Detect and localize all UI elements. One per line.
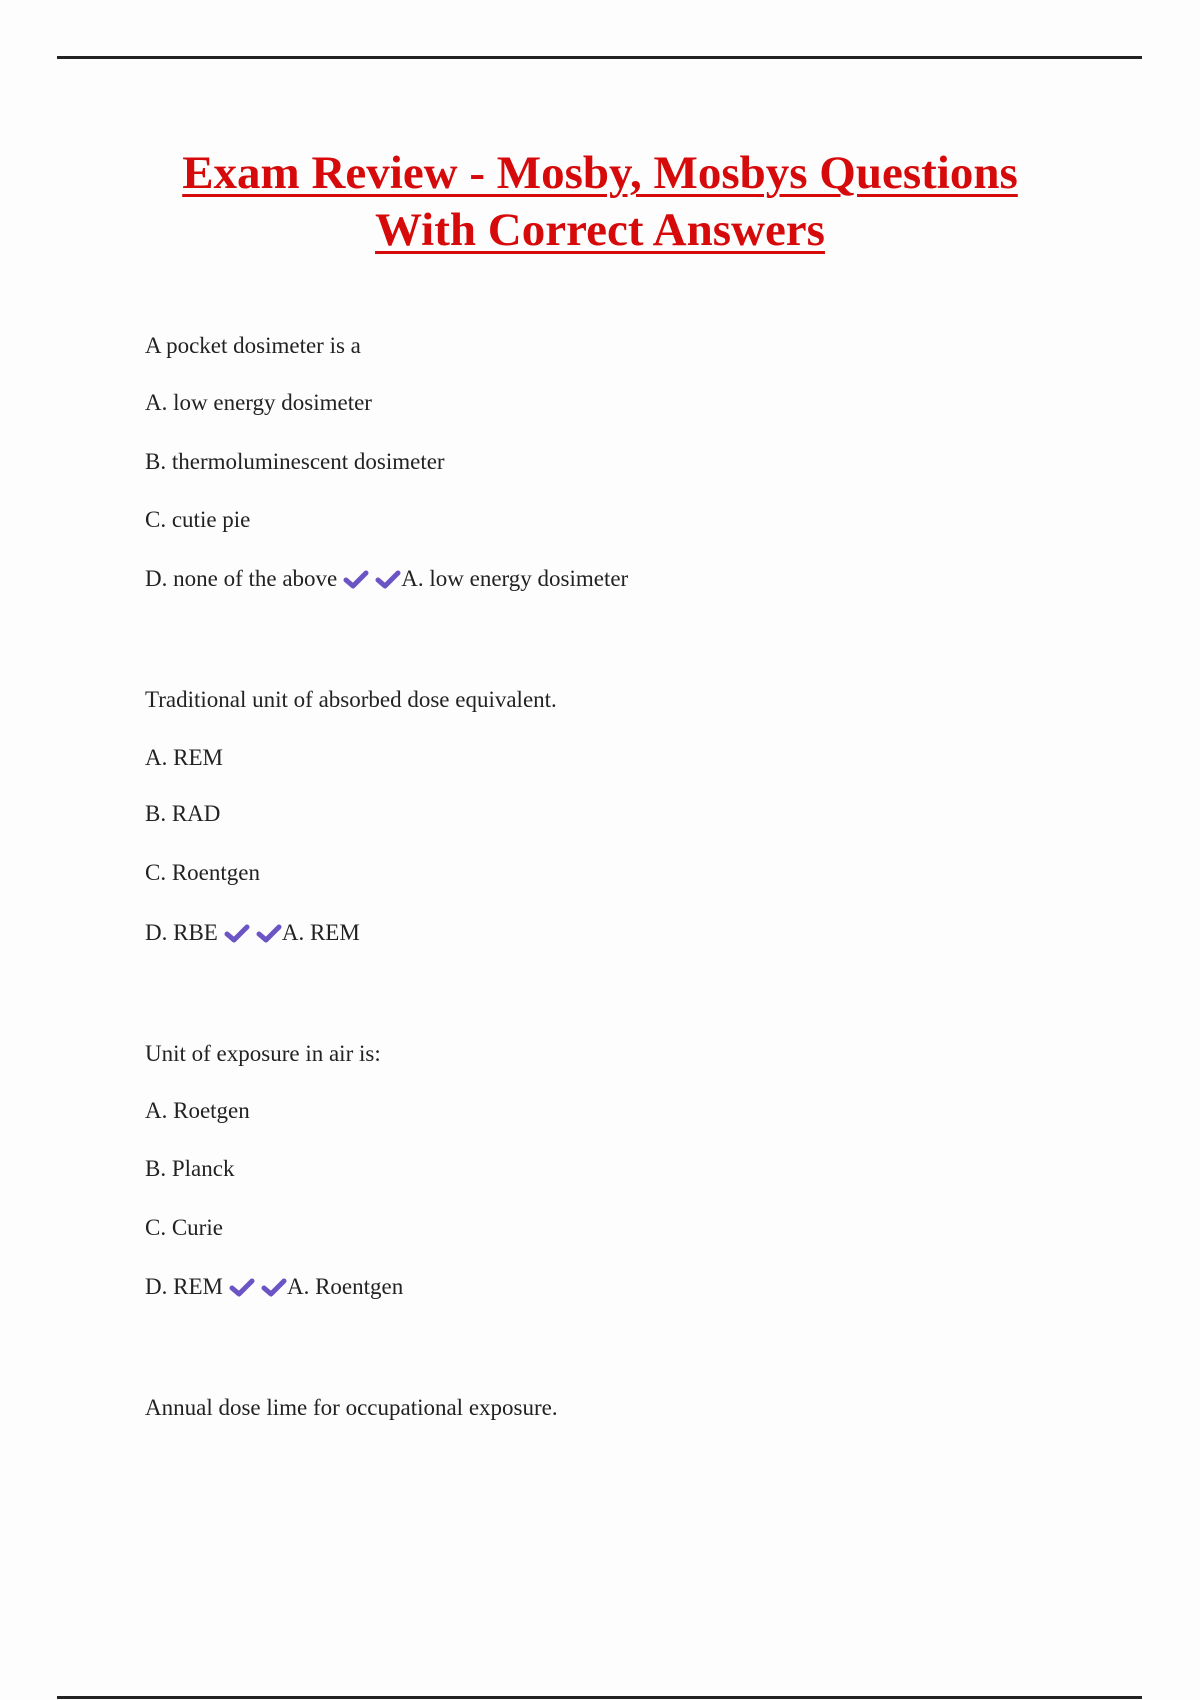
checkmark-icon [261,1277,287,1297]
answer-option [145,1098,250,1124]
answer-option [145,920,360,946]
answer-option-text: C. Roentgen [145,860,260,885]
answer-option-text: D. RBE [145,920,218,945]
correct-answer: A. low energy dosimeter [401,566,629,591]
question-prompt-text: Annual dose lime for occupational exposure. [145,1395,558,1420]
answer-option [145,745,223,771]
answer-option [145,801,220,827]
answer-option [145,507,250,533]
answer-option-text: A. low energy dosimeter [145,390,372,415]
bottom-rule [57,1696,1142,1699]
checkmark-icon [343,569,369,589]
answer-option-text: D. REM [145,1274,223,1299]
question-prompt [145,1041,381,1067]
answer-option [145,1215,223,1241]
answer-option-text: B. thermoluminescent dosimeter [145,449,445,474]
question-prompt [145,1395,558,1421]
checkmark-icon [375,569,401,589]
answer-option-text: C. cutie pie [145,507,251,532]
title-line-2: With Correct Answers [375,204,825,256]
answer-option [145,566,628,592]
answer-option [145,1274,403,1300]
question-prompt [145,333,361,359]
answer-option [145,390,372,416]
checkmark-icon [256,923,282,943]
question-prompt [145,687,557,713]
answer-option-text: D. none of the above [145,566,338,591]
question-prompt-text: Traditional unit of absorbed dose equivalent. [145,687,557,712]
checkmark-icon [229,1277,255,1297]
answer-option [145,860,260,886]
question-prompt-text: A pocket dosimeter is a [145,333,361,358]
checkmark-icon [224,923,250,943]
top-rule [57,56,1142,59]
correct-answer: A. REM [281,920,360,945]
answer-option [145,449,445,475]
answer-option-text: B. Planck [145,1156,235,1181]
answer-option-text: A. Roetgen [145,1098,250,1123]
correct-answer: A. Roentgen [286,1274,404,1299]
document-title [0,145,1200,259]
answer-option [145,1156,234,1182]
question-prompt-text: Unit of exposure in air is: [145,1041,381,1066]
title-line-1: Exam Review - Mosby, Mosbys Questions [182,147,1018,199]
answer-option-text: B. RAD [145,801,221,826]
answer-option-text: C. Curie [145,1215,223,1240]
answer-option-text: A. REM [145,745,223,770]
